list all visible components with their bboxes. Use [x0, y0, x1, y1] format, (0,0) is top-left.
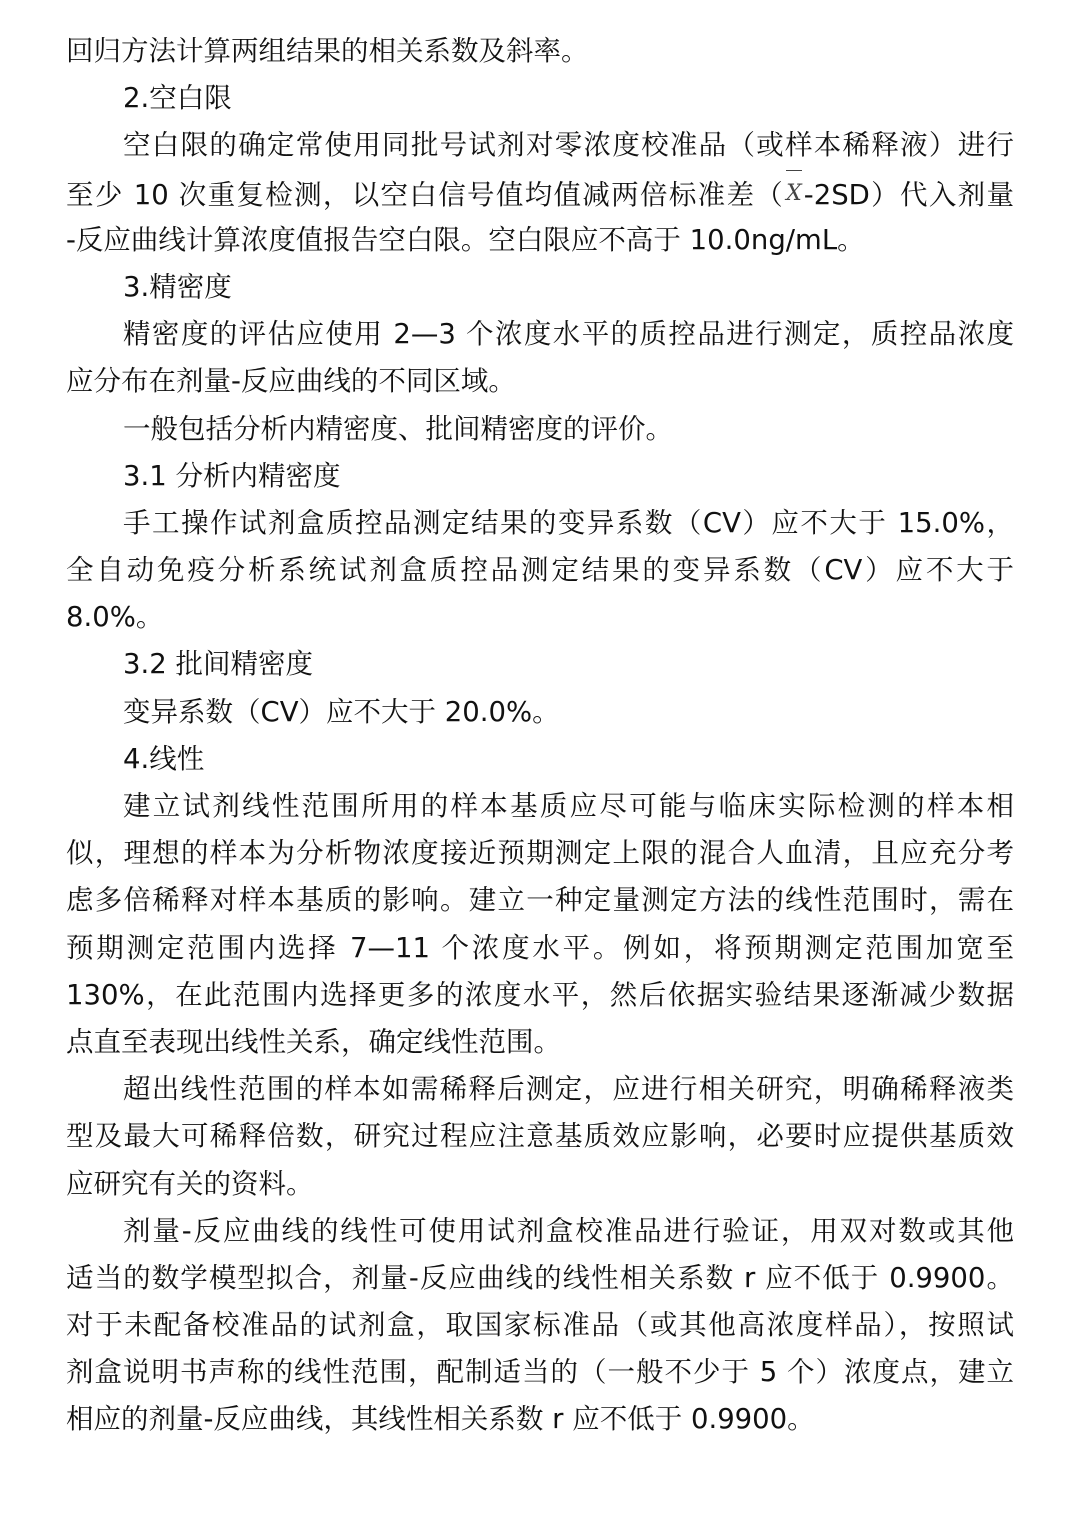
formula-text-before: 至少 10 次重复检测，以空白信号值均值减两倍标准差（ [66, 178, 785, 211]
paragraph-line: 手工操作试剂盒质控品测定结果的变异系数（CV）应不大于 15.0%， [123, 506, 1014, 539]
paragraph-line: 变异系数（CV）应不大于 20.0%。 [123, 695, 560, 728]
paragraph-line: 全自动免疫分析系统试剂盒质控品测定结果的变异系数（CV）应不大于 [66, 554, 1014, 587]
subsection-heading-intra-assay: 3.1 分析内精密度 [123, 459, 341, 492]
paragraph-line: 剂量-反应曲线的线性可使用试剂盒校准品进行验证，用双对数或其他 [123, 1214, 1014, 1247]
paragraph-line: 剂盒说明书声称的线性范围，配制适当的（一般不少于 5 个）浓度点，建立 [66, 1356, 1014, 1389]
section-heading-precision: 3.精密度 [123, 270, 232, 303]
paragraph-line: 应分布在剂量-反应曲线的不同区域。 [66, 365, 516, 398]
paragraph-line: 超出线性范围的样本如需稀释后测定，应进行相关研究，明确稀释液类 [123, 1073, 1014, 1106]
subsection-heading-inter-batch: 3.2 批间精密度 [123, 648, 313, 681]
paragraph-line: 建立试剂线性范围所用的样本基质应尽可能与临床实际检测的样本相 [123, 790, 1014, 822]
paragraph-line: 预期测定范围内选择 7—11 个浓度水平。例如，将预期测定范围加宽至 [66, 931, 1014, 964]
paragraph-line: -反应曲线计算浓度值报告空白限。空白限应不高于 10.0ng/mL。 [66, 223, 865, 256]
paragraph-line: 点直至表现出线性关系，确定线性范围。 [66, 1025, 561, 1058]
paragraph-line: 虑多倍稀释对样本基质的影响。建立一种定量测定方法的线性范围时，需在 [66, 884, 1014, 917]
paragraph-line: 一般包括分析内精密度、批间精密度的评价。 [123, 412, 673, 445]
paragraph-line: 回归方法计算两组结果的相关系数及斜率。 [66, 35, 589, 67]
section-heading-linearity: 4.线性 [123, 742, 205, 775]
paragraph-line: 应研究有关的资料。 [66, 1167, 314, 1200]
paragraph-line: 对于未配备校准品的试剂盒，取国家标准品（或其他高浓度样品），按照试 [66, 1309, 1014, 1342]
paragraph-line-with-formula [66, 170, 1014, 217]
paragraph-line: 相应的剂量-反应曲线，其线性相关系数 r 应不低于 0.9900。 [66, 1403, 815, 1436]
paragraph-line: 似，理想的样本为分析物浓度接近预期测定上限的混合人血清，且应充分考 [66, 837, 1014, 870]
paragraph-line: 空白限的确定常使用同批号试剂对零浓度校准品（或样本稀释液）进行 [123, 129, 1014, 162]
paragraph-line: 精密度的评估应使用 2—3 个浓度水平的质控品进行测定，质控品浓度 [123, 318, 1014, 351]
formula-text-after: -2SD）代入剂量 [803, 178, 1014, 211]
paragraph-line: 适当的数学模型拟合，剂量-反应曲线的线性相关系数 r 应不低于 0.9900。 [66, 1261, 1014, 1294]
section-heading-blank-limit: 2.空白限 [123, 82, 232, 115]
paragraph-line: 8.0%。 [66, 601, 164, 634]
paragraph-line: 型及最大可稀释倍数，研究过程应注意基质效应影响，必要时应提供基质效 [66, 1120, 1014, 1153]
paragraph-line: 130%，在此范围内选择更多的浓度水平，然后依据实验结果逐渐减少数据 [66, 978, 1014, 1011]
x-bar-symbol: X [784, 170, 804, 217]
